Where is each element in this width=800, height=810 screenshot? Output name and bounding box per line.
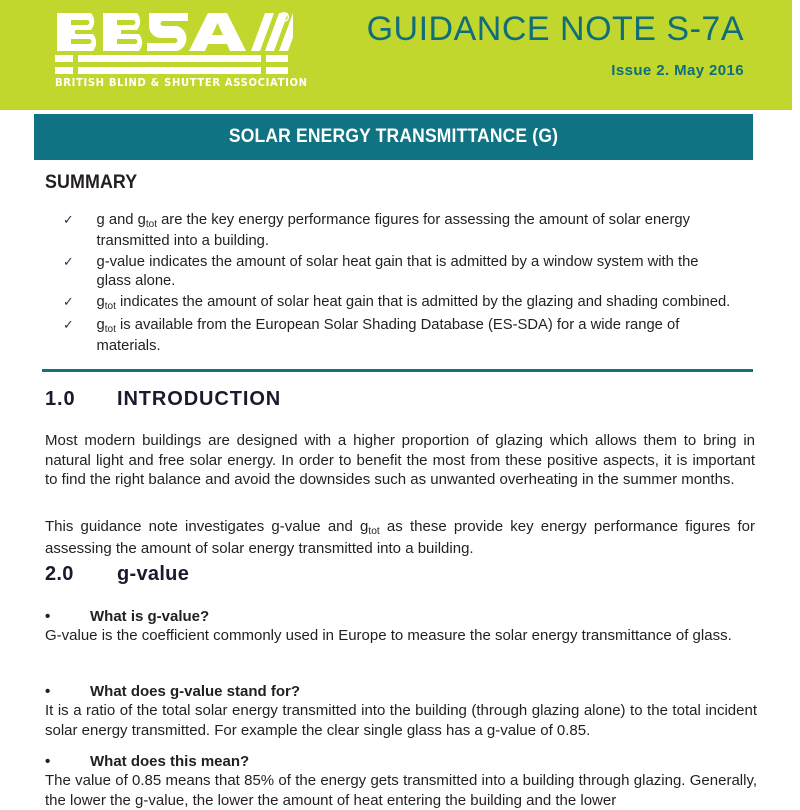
document-title-text: SOLAR ENERGY TRANSMITTANCE (G) <box>228 126 559 147</box>
bullet-dot-icon: • <box>45 608 51 625</box>
svg-text:R: R <box>282 15 286 22</box>
intro-paragraph-2: This guidance note investigates g-value and $g_{tot}$ as these provide key energy performance figures for assessing the amount of solar energy transmitted into a building. <box>45 518 756 557</box>
section-2-title: g-value <box>117 563 190 585</box>
section-divider-rule <box>42 369 753 372</box>
section-1-title: INTRODUCTION <box>117 388 282 410</box>
qa-question-3-text: What does this mean? <box>90 753 250 770</box>
checkmark-icon: ✓ <box>63 317 74 332</box>
qa-question-2-text: What does g-value stand for? <box>90 683 301 700</box>
checkmark-icon: ✓ <box>63 254 74 269</box>
qa-question-1 <box>45 607 757 626</box>
qa-block-2 <box>45 682 757 740</box>
document-title-bar <box>34 114 753 160</box>
intro-paragraph-1: Most modern buildings are designed with a higher proportion of glazing which allows them to bring in natural light and free solar energy. In order to benefit the most from these positive aspects, it is important to find the right balance and avoid the downsides such as unwanted overheating in the summer months. <box>45 432 755 488</box>
qa-answer-3: The value of 0.85 means that 85% of the energy gets transmitted into a building through glazing. Generally, the lower the g-value, the lower the amount of heat entering the building and the lower <box>45 772 757 809</box>
bbsa-wordmark-icon <box>55 11 293 53</box>
summary-bullet-list <box>0 210 800 357</box>
qa-question-3 <box>45 752 757 771</box>
guidance-note-title: GUIDANCE NOTE S-7A <box>366 10 744 48</box>
summary-heading: SUMMARY <box>45 172 138 193</box>
bbsa-logo-strapline: BRITISH BLIND & SHUTTER ASSOCIATION <box>55 77 308 89</box>
qa-block-3 <box>45 752 757 810</box>
logo-bar-row <box>55 55 293 62</box>
qa-question-2 <box>45 682 757 701</box>
logo-bar-row <box>55 67 293 74</box>
bullet-dot-icon: • <box>45 753 51 770</box>
section-1-heading <box>45 388 281 411</box>
qa-question-1-text: What is g-value? <box>90 608 210 625</box>
section-1-number: 1.0 <box>45 388 76 410</box>
checkmark-icon: ✓ <box>63 212 74 227</box>
summary-list-item <box>0 252 788 290</box>
section-2-heading <box>45 563 189 586</box>
page-header-band <box>0 0 792 110</box>
summary-list-item <box>0 292 788 313</box>
summary-list-item-text: $g_{tot}$ is available from the European Solar Shading Database (ES-SDA) for a wide range of materials. <box>96 316 680 354</box>
qa-answer-2: It is a ratio of the total solar energy transmitted into the building (through glazing alone) to the total incident solar energy transmitted. For example the clear single glass has a g-value of 0.85. <box>45 702 757 739</box>
qa-answer-1: G-value is the coefficient commonly used in Europe to measure the solar energy transmittance of glass. <box>45 627 732 644</box>
bullet-dot-icon: • <box>45 683 51 700</box>
summary-list-item-text: g and $g_{tot}$ are the key energy performance figures for assessing the amount of solar energy transmitted into a building. <box>96 211 690 249</box>
qa-block-1 <box>45 607 757 646</box>
summary-list-item <box>0 210 788 250</box>
section-2-number: 2.0 <box>45 563 74 585</box>
summary-list-item-text: $g_{tot}$ indicates the amount of solar heat gain that is admitted by the glazing and shading combined. <box>96 293 731 312</box>
checkmark-icon: ✓ <box>63 294 74 309</box>
bbsa-logo-bars <box>55 55 293 74</box>
summary-list-item-text: g-value indicates the amount of solar heat gain that is admitted by a window system with the glass alone. <box>96 253 699 289</box>
bbsa-logo <box>55 11 308 89</box>
issue-date-line: Issue 2. May 2016 <box>611 62 744 79</box>
summary-list-item <box>0 315 788 355</box>
